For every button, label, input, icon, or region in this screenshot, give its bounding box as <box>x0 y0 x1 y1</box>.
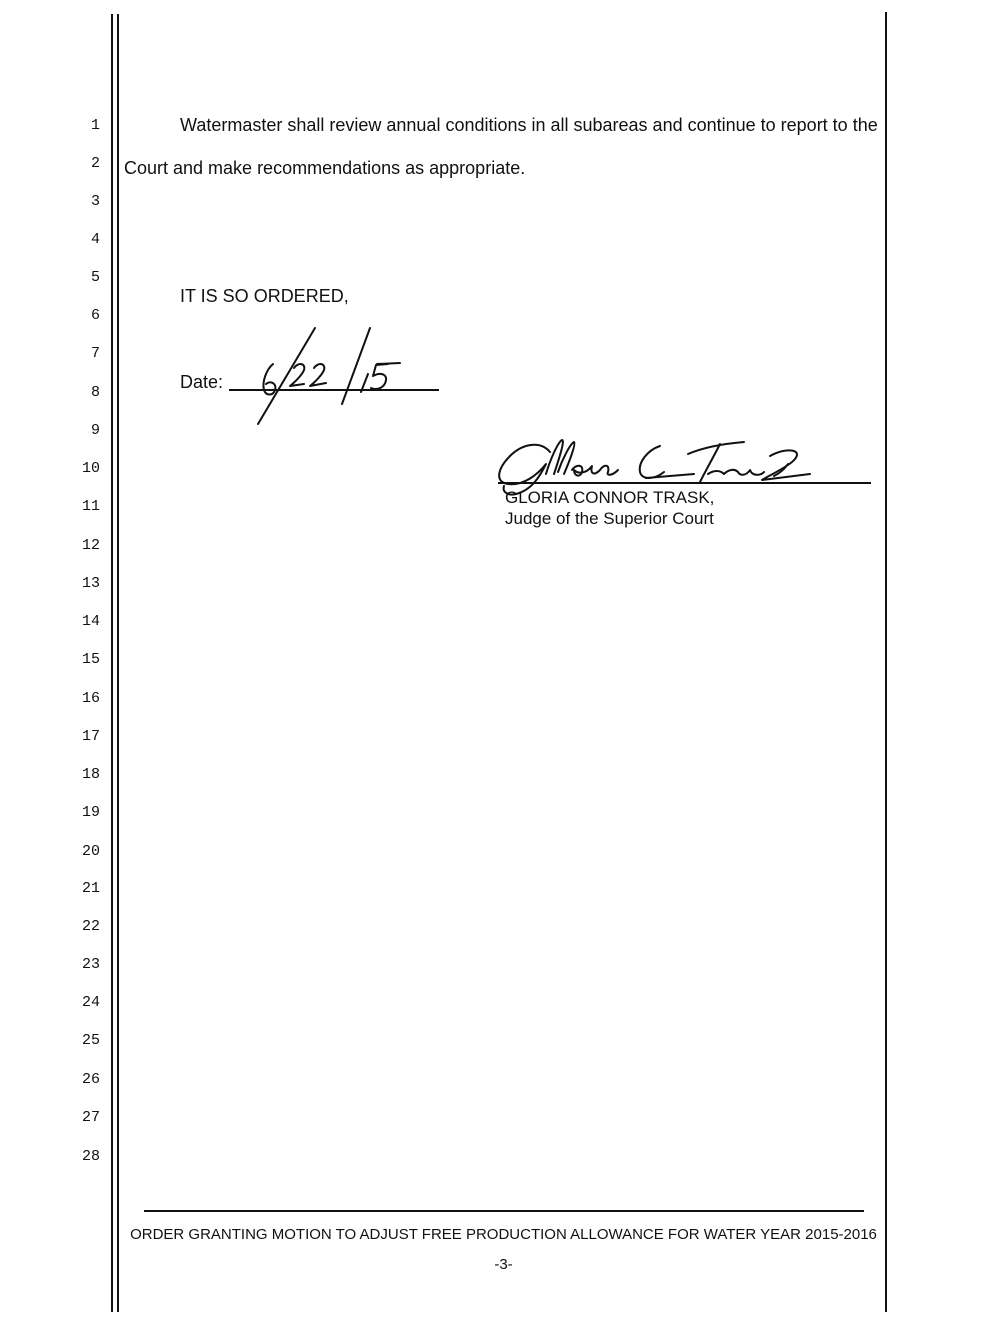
line-number: 15 <box>81 651 100 668</box>
line-number: 18 <box>81 766 100 783</box>
line-number: 6 <box>90 307 100 324</box>
line-number: 21 <box>81 880 100 897</box>
line-number: 26 <box>81 1071 100 1088</box>
line-number: 8 <box>90 384 100 401</box>
line-number: 13 <box>81 575 100 592</box>
line-number: 9 <box>90 422 100 439</box>
line-number: 16 <box>81 690 100 707</box>
line-number: 20 <box>81 843 100 860</box>
body-paragraph-line-2: Court and make recommendations as appropriate. <box>124 158 526 178</box>
line-number: 28 <box>81 1148 100 1165</box>
line-number: 24 <box>81 994 100 1011</box>
line-number: 3 <box>90 193 100 210</box>
line-number: 1 <box>90 117 100 134</box>
line-number: 27 <box>81 1109 100 1126</box>
right-margin-rule <box>885 12 887 1312</box>
body-paragraph-line-1: Watermaster shall review annual conditions in all subareas and continue to report to the <box>180 115 878 135</box>
so-ordered-text: IT IS SO ORDERED, <box>180 286 349 306</box>
line-number: 25 <box>81 1032 100 1049</box>
line-number: 22 <box>81 918 100 935</box>
line-number: 5 <box>90 269 100 286</box>
date-label: Date: <box>180 372 224 392</box>
line-number: 2 <box>90 155 100 172</box>
judge-name: GLORIA CONNOR TRASK, <box>505 488 715 507</box>
line-number: 12 <box>81 537 100 554</box>
page-number: -3- <box>494 1256 513 1273</box>
handwritten-date <box>240 322 440 432</box>
footer-divider <box>144 1210 864 1212</box>
footer-document-title: ORDER GRANTING MOTION TO ADJUST FREE PRODUCTION ALLOWANCE FOR WATER YEAR 2015-2016 <box>130 1226 877 1243</box>
line-number: 19 <box>81 804 100 821</box>
line-number: 7 <box>90 345 100 362</box>
judge-title: Judge of the Superior Court <box>505 509 714 528</box>
left-margin-rule-inner <box>117 14 119 1312</box>
line-number: 23 <box>81 956 100 973</box>
line-number: 10 <box>81 460 100 477</box>
left-margin-rule-outer <box>111 14 113 1312</box>
line-number: 17 <box>81 728 100 745</box>
line-number: 4 <box>90 231 100 248</box>
signature-line <box>498 482 871 484</box>
line-number: 11 <box>81 498 100 515</box>
line-number: 14 <box>81 613 100 630</box>
